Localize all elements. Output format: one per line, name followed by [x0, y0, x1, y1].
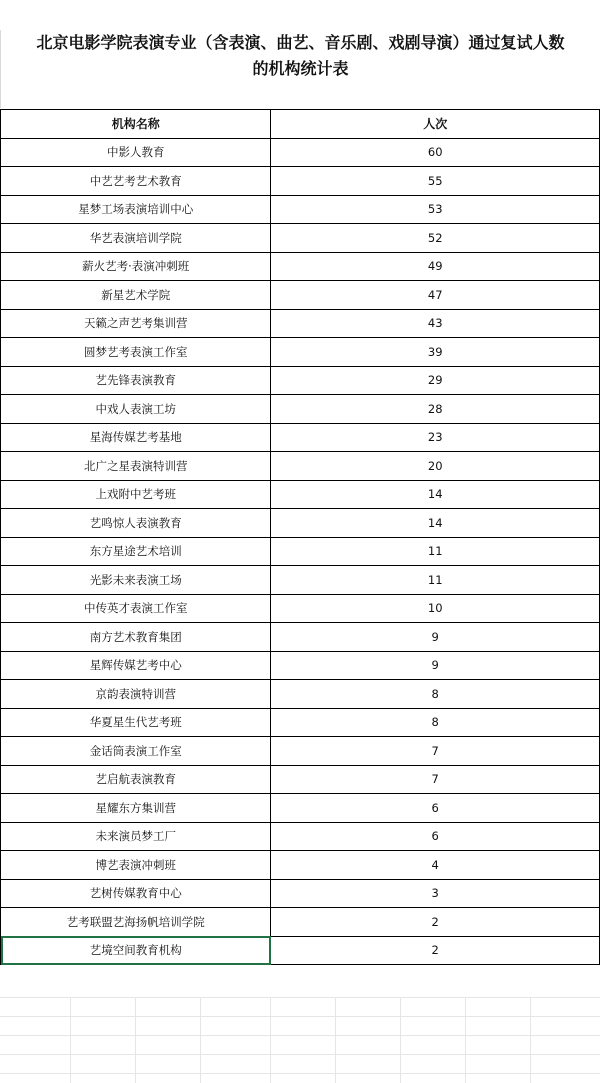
count-cell[interactable]: 3: [271, 879, 600, 908]
table-row: [1, 879, 600, 908]
count-cell[interactable]: 2: [271, 908, 600, 937]
table-row: [1, 480, 600, 509]
table-row: [1, 822, 600, 851]
grid-column-line: [200, 997, 201, 1083]
institution-name-cell[interactable]: 艺鸣惊人表演教育: [1, 509, 271, 538]
count-cell[interactable]: 14: [271, 480, 600, 509]
institution-name-cell[interactable]: 艺启航表演教育: [1, 765, 271, 794]
table-row: [1, 794, 600, 823]
count-cell[interactable]: 4: [271, 851, 600, 880]
institution-name-cell[interactable]: 北广之星表演特训营: [1, 452, 271, 481]
count-cell[interactable]: 7: [271, 737, 600, 766]
header-cell-institution[interactable]: 机构名称: [1, 110, 271, 139]
institution-name-cell[interactable]: 金话筒表演工作室: [1, 737, 271, 766]
table-row: [1, 765, 600, 794]
table-row: [1, 138, 600, 167]
count-cell[interactable]: 60: [271, 138, 600, 167]
grid-row-line: [0, 1073, 600, 1074]
header-cell-count[interactable]: 人次: [271, 110, 600, 139]
count-cell[interactable]: 49: [271, 252, 600, 281]
table-row: [1, 651, 600, 680]
table-row: [1, 423, 600, 452]
grid-row-line: [0, 997, 600, 998]
count-cell[interactable]: 11: [271, 566, 600, 595]
grid-row-line: [0, 1035, 600, 1036]
institution-name-cell[interactable]: 艺境空间教育机构: [1, 936, 271, 965]
table-row: [1, 509, 600, 538]
header-row: [1, 110, 600, 139]
count-cell[interactable]: 6: [271, 794, 600, 823]
table-row: [1, 851, 600, 880]
count-cell[interactable]: 43: [271, 309, 600, 338]
institution-name-cell[interactable]: 圆梦艺考表演工作室: [1, 338, 271, 367]
count-cell[interactable]: 11: [271, 537, 600, 566]
grid-column-line: [270, 997, 271, 1083]
count-cell[interactable]: 20: [271, 452, 600, 481]
table-row: [1, 395, 600, 424]
institution-name-cell[interactable]: 中戏人表演工坊: [1, 395, 271, 424]
table-row: [1, 936, 600, 965]
count-cell[interactable]: 23: [271, 423, 600, 452]
grid-column-line: [135, 997, 136, 1083]
table-body: [1, 138, 600, 965]
institution-name-cell[interactable]: 华夏星生代艺考班: [1, 708, 271, 737]
institution-name-cell[interactable]: 中传英才表演工作室: [1, 594, 271, 623]
count-cell[interactable]: 39: [271, 338, 600, 367]
page-title[interactable]: [0, 30, 600, 108]
count-cell[interactable]: 8: [271, 708, 600, 737]
table-row: [1, 167, 600, 196]
grid-column-line: [530, 997, 531, 1083]
count-cell[interactable]: 55: [271, 167, 600, 196]
grid-column-line: [335, 997, 336, 1083]
institution-name-cell[interactable]: 艺先锋表演教育: [1, 366, 271, 395]
count-cell[interactable]: 14: [271, 509, 600, 538]
table-row: [1, 224, 600, 253]
title-line-2: 的机构统计表: [252, 59, 349, 78]
table-row: [1, 566, 600, 595]
grid-row-line: [0, 1016, 600, 1017]
institution-name-cell[interactable]: 新星艺术学院: [1, 281, 271, 310]
count-cell[interactable]: 6: [271, 822, 600, 851]
institution-name-cell[interactable]: 星辉传媒艺考中心: [1, 651, 271, 680]
title-line-1: 北京电影学院表演专业（含表演、曲艺、音乐剧、戏剧导演）通过复试人数: [36, 33, 565, 52]
table-row: [1, 594, 600, 623]
table-row: [1, 338, 600, 367]
grid-column-line: [465, 997, 466, 1083]
table-row: [1, 537, 600, 566]
institution-name-cell[interactable]: 未来演员梦工厂: [1, 822, 271, 851]
count-cell[interactable]: 29: [271, 366, 600, 395]
count-cell[interactable]: 52: [271, 224, 600, 253]
institution-name-cell[interactable]: 东方星途艺术培训: [1, 537, 271, 566]
table-row: [1, 252, 600, 281]
grid-column-line: [400, 997, 401, 1083]
institution-name-cell[interactable]: 南方艺术教育集团: [1, 623, 271, 652]
institution-name-cell[interactable]: 星梦工场表演培训中心: [1, 195, 271, 224]
institution-name-cell[interactable]: 中影人教育: [1, 138, 271, 167]
institution-name-cell[interactable]: 光影未来表演工场: [1, 566, 271, 595]
institution-name-cell[interactable]: 艺树传媒教育中心: [1, 879, 271, 908]
table-row: [1, 680, 600, 709]
institution-name-cell[interactable]: 华艺表演培训学院: [1, 224, 271, 253]
institution-name-cell[interactable]: 天籁之声艺考集训营: [1, 309, 271, 338]
count-cell[interactable]: 28: [271, 395, 600, 424]
institution-name-cell[interactable]: 京韵表演特训营: [1, 680, 271, 709]
table-row: [1, 309, 600, 338]
count-cell[interactable]: 8: [271, 680, 600, 709]
count-cell[interactable]: 10: [271, 594, 600, 623]
institution-name-cell[interactable]: 薪火艺考·表演冲刺班: [1, 252, 271, 281]
count-cell[interactable]: 47: [271, 281, 600, 310]
institution-name-cell[interactable]: 艺考联盟艺海扬帆培训学院: [1, 908, 271, 937]
institution-name-cell[interactable]: 上戏附中艺考班: [1, 480, 271, 509]
count-cell[interactable]: 2: [271, 936, 600, 965]
table-row: [1, 737, 600, 766]
empty-grid[interactable]: [0, 997, 600, 1083]
table-row: [1, 195, 600, 224]
institution-name-cell[interactable]: 中艺艺考艺术教育: [1, 167, 271, 196]
statistics-table: [0, 109, 600, 965]
count-cell[interactable]: 9: [271, 651, 600, 680]
institution-name-cell[interactable]: 星海传媒艺考基地: [1, 423, 271, 452]
count-cell[interactable]: 7: [271, 765, 600, 794]
grid-row-line: [0, 1054, 600, 1055]
table-row: [1, 452, 600, 481]
institution-name-cell[interactable]: 博艺表演冲刺班: [1, 851, 271, 880]
table-row: [1, 366, 600, 395]
institution-name-cell[interactable]: 星耀东方集训营: [1, 794, 271, 823]
table-row: [1, 908, 600, 937]
table-row: [1, 281, 600, 310]
grid-column-line: [70, 997, 71, 1083]
table-row: [1, 708, 600, 737]
count-cell[interactable]: 9: [271, 623, 600, 652]
count-cell[interactable]: 53: [271, 195, 600, 224]
table-row: [1, 623, 600, 652]
